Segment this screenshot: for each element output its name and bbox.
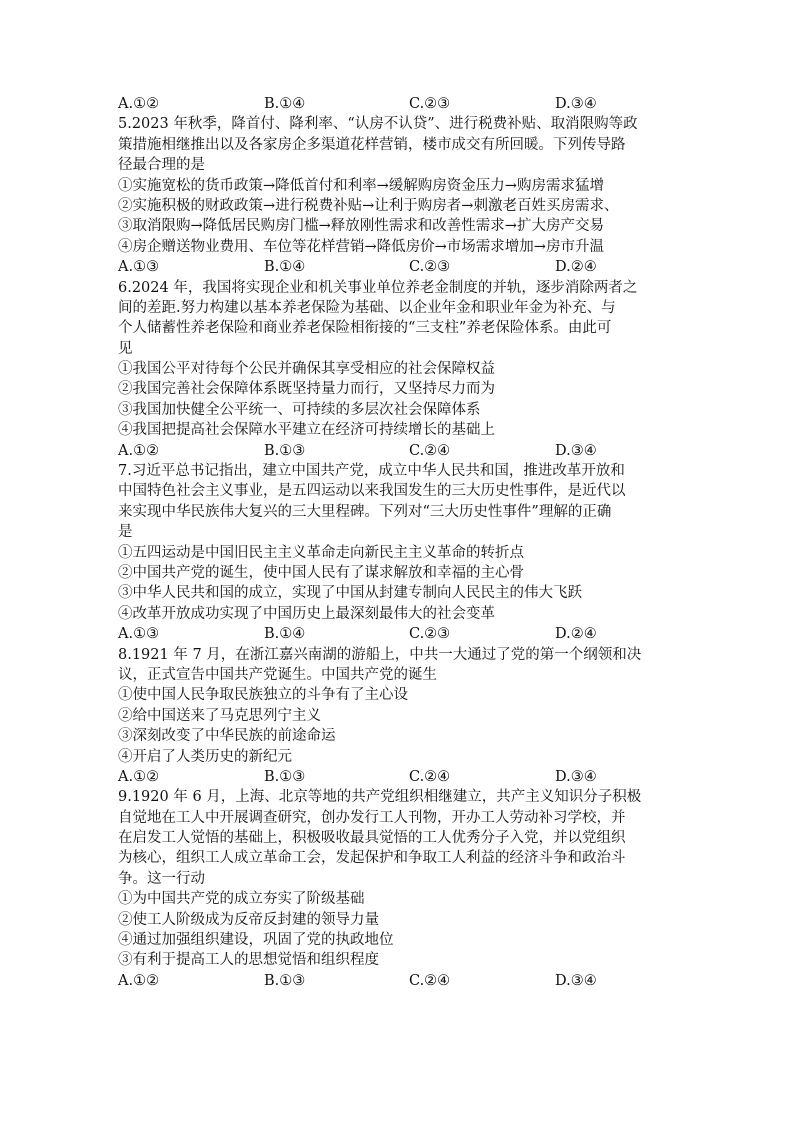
text-line: 间的差距.努力构建以基本养老保险为基础、以企业年金和职业年金为补充、与 [118,299,616,316]
answer-option: B.①③ [264,442,306,459]
text-line: 策措施相继推出以及各家房企多渠道花样营销，楼市成交有所回暖。下列传导路 [118,136,626,153]
text-line: 是 [118,524,133,541]
text-line: ②实施积极的财政政策→进行税费补贴→让利于购房者→刺激老百姓买房需求、 [118,197,619,214]
text-line: ②中国共产党的诞生，使中国人民有了谋求解放和幸福的主心骨 [118,564,524,581]
text-line: ③有利于提高工人的思想觉悟和组织程度 [118,952,379,969]
answer-option: B.①③ [264,972,306,989]
text-line: 5.2023 年秋季，降首付、降利率、“认房不认贷”、进行税费补贴、取消限购等政 [118,116,638,133]
text-line: 争。这一行动 [118,870,205,887]
text-line: ③我国加快健全公平统一、可持续的多层次社会保障体系 [118,401,481,418]
answer-option: A.①③ [118,626,160,643]
text-line: 9.1920 年 6 月，上海、北京等地的共产党组织相继建立，共产主义知识分子积极 [118,789,642,806]
text-line: ③深刻改变了中华民族的前途命运 [118,728,336,745]
answer-options [118,441,690,461]
answer-option: C.②③ [409,259,451,276]
answer-option: B.①④ [264,259,306,276]
text-line: 8.1921 年 7 月，在浙江嘉兴南湖的游船上，中共一大通过了党的第一个纲领和决 [118,646,642,663]
answer-option: C.②③ [409,96,451,112]
text-line: ②我国完善社会保障体系既坚持量力而行，又坚持尽力而为 [118,381,495,398]
answer-option: B.①④ [264,96,306,112]
answer-option: D.②④ [555,626,597,643]
text-line: 自觉地在工人中开展调查研究，创办发行工人刊物，开办工人劳动补习学校，并 [118,809,626,826]
answer-options [118,94,690,114]
answer-option: C.②④ [409,768,451,785]
answer-option: B.①③ [264,768,306,785]
exam-page [118,94,690,991]
answer-option: D.③④ [555,96,597,112]
text-line: ②给中国送来了马克思列宁主义 [118,707,321,724]
text-line: ①我国公平对待每个公民并确保其享受相应的社会保障权益 [118,361,495,378]
answer-option: A.①② [118,768,160,785]
answer-options [118,257,690,277]
answer-option: C.②③ [409,626,451,643]
text-line: 见 [118,340,133,357]
answer-options [118,971,690,991]
answer-option: A.①② [118,96,160,112]
text-line: ④我国把提高社会保障水平建立在经济可持续增长的基础上 [118,422,495,439]
text-line: ①五四运动是中国旧民主主义革命走向新民主主义革命的转折点 [118,544,524,561]
text-line: 在启发工人觉悟的基础上，积极吸收最具觉悟的工人优秀分子入党，并以党组织 [118,830,626,847]
text-line: 7.习近平总书记指出，建立中国共产党，成立中华人民共和国，推进改革开放和 [118,463,625,480]
answer-option: A.①③ [118,259,160,276]
text-line: ④改革开放成功实现了中国历史上最深刻最伟大的社会变革 [118,605,495,622]
text-line: 为核心，组织工人成立革命工会，发起保护和争取工人利益的经济斗争和政治斗 [118,850,626,867]
answer-options [118,624,690,644]
answer-option: D.③④ [555,442,597,459]
text-line: ④开启了人类历史的新纪元 [118,748,292,765]
text-line: 来实现中华民族伟大复兴的三大里程碑。下列对“三大历史性事件”理解的正确 [118,503,612,520]
text-line: 个人储蓄性养老保险和商业养老保险相衔接的“三支柱”养老保险体系。由此可 [118,320,612,337]
answer-option: D.②④ [555,259,597,276]
answer-option: A.①② [118,442,160,459]
text-line: 6.2024 年，我国将实现企业和机关事业单位养老金制度的并轨，逐步消除两者之 [118,279,638,296]
text-line: ③中华人民共和国的成立，实现了中国从封建专制向人民民主的伟大飞跃 [118,585,582,602]
text-line: 中国特色社会主义事业，是五四运动以来我国发生的三大历史性事件，是近代以 [118,483,626,500]
text-line: ④通过加强组织建设，巩固了党的执政地位 [118,932,394,949]
answer-options [118,767,690,787]
answer-option: C.②④ [409,972,451,989]
text-line: ①实施宽松的货币政策→降低首付和利率→缓解购房资金压力→购房需求猛增 [118,177,604,194]
text-line: ①为中国共产党的成立夯实了阶级基础 [118,891,365,908]
text-line: ①使中国人民争取民族独立的斗争有了主心设 [118,687,408,704]
answer-option: B.①④ [264,626,306,643]
text-line: ④房企赠送物业费用、车位等花样营销→降低房价→市场需求增加→房市升温 [118,238,604,255]
answer-option: D.③④ [555,768,597,785]
text-line: 径最合理的是 [118,157,205,174]
answer-option: D.③④ [555,972,597,989]
answer-option: A.①② [118,972,160,989]
text-line: 议，正式宣告中国共产党诞生。中国共产党的诞生 [118,666,437,683]
text-line: ②使工人阶级成为反帝反封建的领导力量 [118,911,379,928]
answer-option: C.②④ [409,442,451,459]
text-line: ③取消限购→降低居民购房门槛→释放刚性需求和改善性需求→扩大房产交易 [118,218,604,235]
